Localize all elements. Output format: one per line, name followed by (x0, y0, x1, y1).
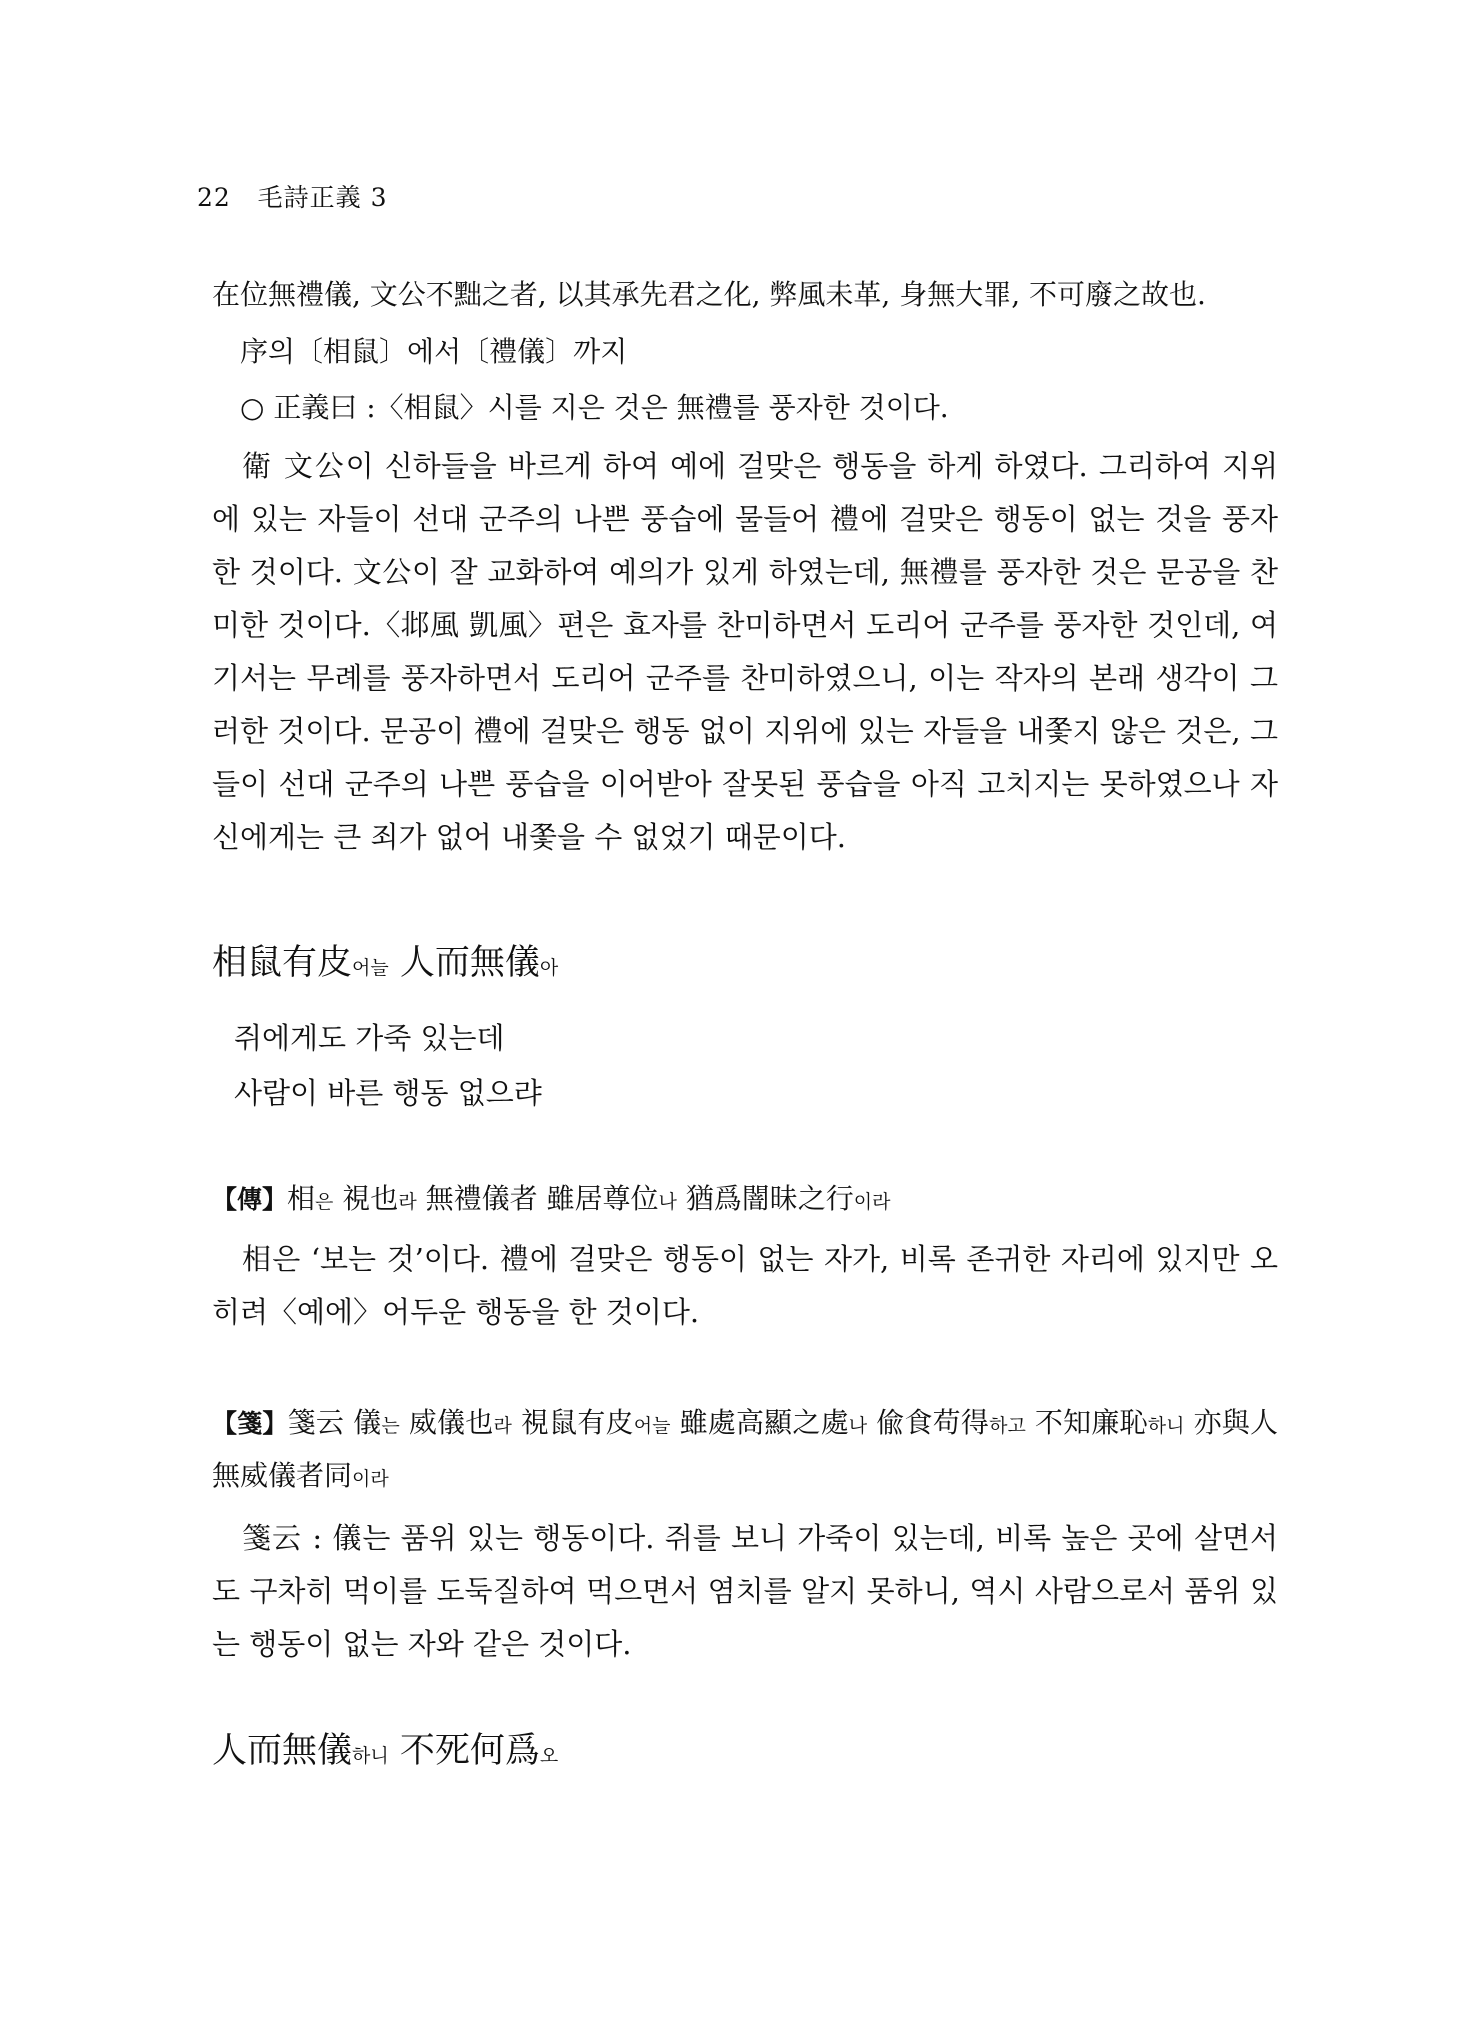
zhuan-particle: 라 (398, 1191, 417, 1213)
zhuan-seg: 無禮儀者 雖居尊位 (425, 1182, 659, 1215)
zhuan-commentary (212, 1174, 1278, 1339)
verse-2-particle2: 오 (539, 1745, 559, 1767)
zhuan-particle: 나 (658, 1191, 677, 1213)
verse-1-particle2: 아 (539, 957, 559, 979)
verse-2-part1: 人而無儀 (212, 1731, 353, 1771)
jian-particle: 하니 (1147, 1415, 1185, 1437)
jian-seg: 視鼠有皮 (520, 1406, 634, 1439)
intro-hanmun-text: 在位無禮儀, 文公不黜之者, 以其承先君之化, 弊風未革, 身無大罪, 不可廢之故也. (212, 278, 1206, 311)
verse-1-part1: 相鼠有皮 (212, 943, 353, 983)
jian-seg: 威儀也 (408, 1406, 494, 1439)
verse-1-translation-1: 쥐에게도 가죽 있는데 (234, 1021, 505, 1055)
book-title: 毛詩正義 3 (257, 183, 388, 212)
running-header (197, 178, 388, 214)
intro-hanmun (212, 270, 1278, 320)
jian-seg: 不知廉恥 (1034, 1406, 1148, 1439)
jian-original (212, 1398, 1278, 1504)
verse-2-original (212, 1726, 1278, 1781)
section-range-text: 序의〔相鼠〕에서〔禮儀〕까지 (240, 335, 628, 368)
verse-2 (212, 1726, 1278, 1781)
jian-particle: 나 (848, 1415, 868, 1437)
jian-seg: 雖處高顯之處 (679, 1406, 849, 1439)
zhuan-original (212, 1174, 1278, 1227)
verse-1-particle1: 어늘 (352, 957, 389, 979)
zhuan-translation: 相은 ‘보는 것’이다. 禮에 걸맞은 행동이 없는 자가, 비록 존귀한 자리에 있지만 오히려〈예에〉어두운 행동을 한 것이다. (212, 1242, 1278, 1329)
zhengyi-body (212, 440, 1278, 864)
jian-particle: 하고 (989, 1415, 1026, 1437)
zhengyi-body-text: 衛 文公이 신하들을 바르게 하여 예에 걸맞은 행동을 하게 하였다. 그리하여 지위에 있는 자들이 선대 군주의 나쁜 풍습에 물들어 禮에 걸맞은 행동이 없는 것을 풍자한 것이다. 文公이 잘 교화하여 예의가 있게 하였는데, 無禮를 풍자한 것은 문공을 찬미한 것이다.〈邶風 凱風〉편은 효자를 찬미하면서 도리어 군주를 풍자한 것인데, 여기서는 무례를 풍자하면서 도리어 군주를 찬미하였으니, 이는 작자의 본래 생각이 그러한 것이다. 문공이 禮에 걸맞은 행동 없이 지위에 있는 자들을 내쫓지 않은 것은, 그들이 선대 군주의 나쁜 풍습을 이어받아 잘못된 풍습을 아직 고치지는 못하였으나 자신에게는 큰 죄가 없어 내쫓을 수 없었기 때문이다. (212, 449, 1278, 854)
jian-tag: 【箋】 (212, 1409, 288, 1438)
zhengyi-line (212, 382, 1278, 434)
verse-1 (212, 938, 1278, 1121)
jian-translation: 箋云 : 儀는 품위 있는 행동이다. 쥐를 보니 가죽이 있는데, 비록 높은 곳에 살면서도 구차히 먹이를 도둑질하여 먹으면서 염치를 알지 못하니, 역시 사람으로서 품위 있는 행동이 없는 자와 같은 것이다. (212, 1521, 1278, 1661)
jian-seg: 箋云 儀 (287, 1406, 382, 1439)
zhuan-particle: 이라 (853, 1191, 891, 1213)
zhuan-seg: 視也 (342, 1182, 399, 1215)
zhuan-seg: 相 (287, 1182, 316, 1215)
jian-particle: 어늘 (633, 1415, 671, 1437)
verse-1-part2: 人而無儀 (399, 943, 540, 983)
page-number: 22 (197, 183, 231, 212)
jian-particle: 는 (381, 1415, 400, 1437)
zhengyi-line-text: ○ 正義曰 :〈相鼠〉시를 지은 것은 無禮를 풍자한 것이다. (240, 391, 949, 424)
zhuan-particle: 은 (315, 1191, 334, 1213)
verse-1-original (212, 938, 1278, 993)
jian-particle: 라 (493, 1415, 512, 1437)
verse-2-particle1: 하니 (352, 1745, 389, 1767)
zhuan-tag: 【傳】 (212, 1185, 288, 1214)
jian-seg: 偸食苟得 (876, 1406, 990, 1439)
section-range (212, 326, 1278, 378)
zhuan-seg: 猶爲闇昧之行 (685, 1182, 854, 1215)
jian-seg: 亦與人無威儀者同 (212, 1406, 1278, 1492)
jian-particle: 이라 (352, 1468, 389, 1490)
verse-2-part2: 不死何爲 (399, 1731, 540, 1771)
verse-1-translation-2: 사람이 바른 행동 없으랴 (234, 1076, 542, 1110)
jian-commentary (212, 1398, 1278, 1671)
